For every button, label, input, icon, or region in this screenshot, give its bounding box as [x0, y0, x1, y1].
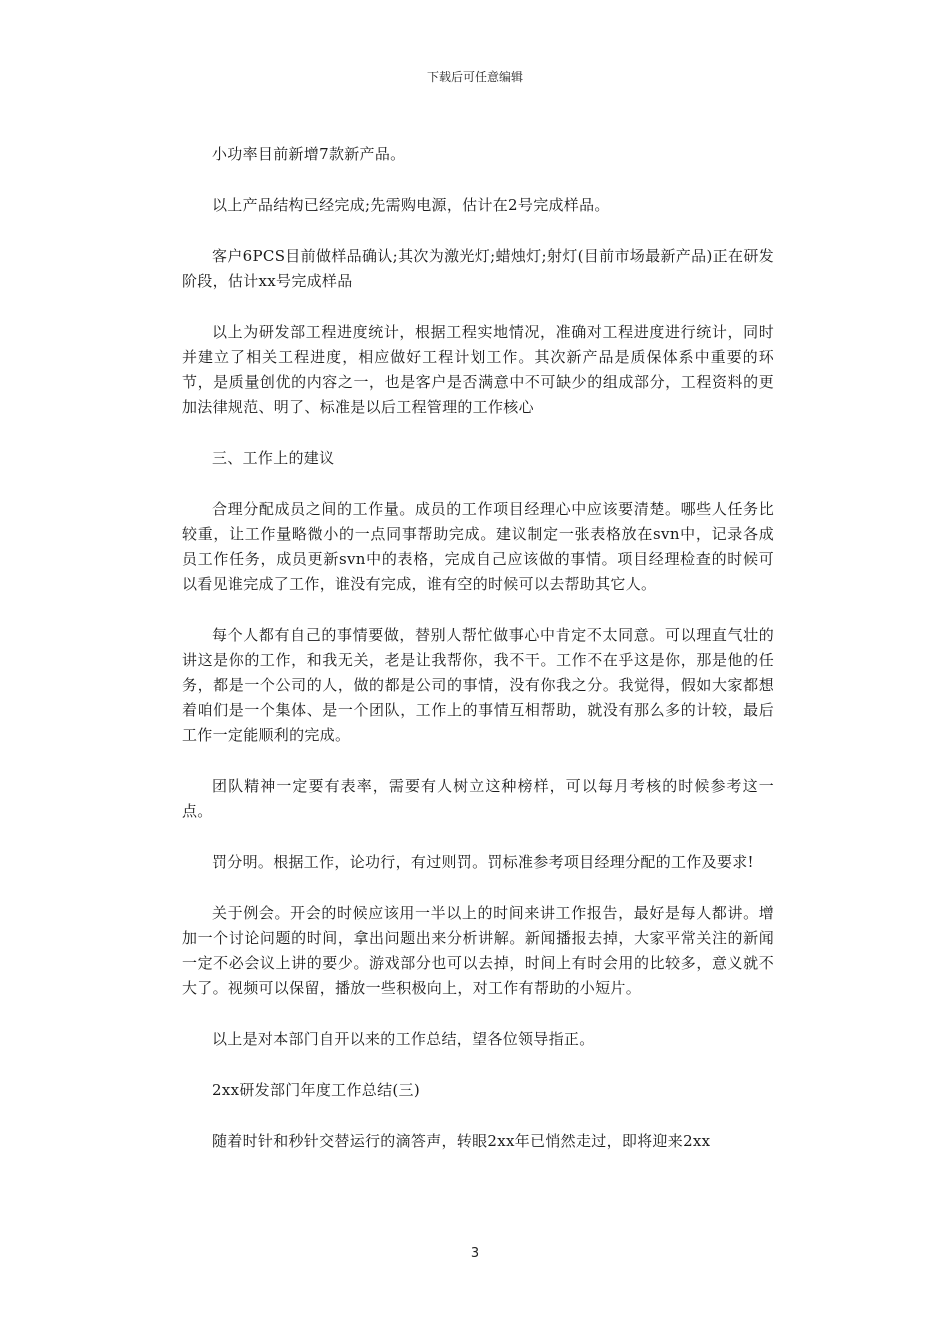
document-subtitle: 2xx研发部门年度工作总结(三)	[212, 1081, 420, 1099]
page-header: 下载后可任意编辑	[426, 70, 523, 84]
document-body	[182, 142, 774, 1180]
paragraph: 以上是对本部门自开以来的工作总结，望各位领导指正。	[212, 1030, 595, 1048]
paragraph: 客户6PCS目前做样品确认;其次为激光灯;蜡烛灯;射灯(目前市场最新产品)正在研发阶段，估计xx号完成样品	[182, 247, 774, 290]
paragraph: 关于例会。开会的时候应该用一半以上的时间来讲工作报告，最好是每人都讲。增加一个讨论问题的时间，拿出问题出来分析讲解。新闻播报去掉，大家平常关注的新闻一定不必会议上讲的要少。游戏部分也可以去掉，时间上有时会用的比较多，意义就不大了。视频可以保留，播放一些积极向上，对工作有帮助的小短片。	[182, 904, 774, 997]
paragraph: 罚分明。根据工作，论功行，有过则罚。罚标准参考项目经理分配的工作及要求!	[212, 853, 754, 871]
paragraph: 小功率目前新增7款新产品。	[212, 145, 406, 163]
paragraph: 以上产品结构已经完成;先需购电源，估计在2号完成样品。	[212, 196, 610, 214]
paragraph: 每个人都有自己的事情要做，替别人帮忙做事心中肯定不太同意。可以理直气壮的讲这是你的工作，和我无关，老是让我帮你，我不干。工作不在乎这是你，那是他的任务，都是一个公司的人，做的都是公司的事情，没有你我之分。我觉得，假如大家都想着咱们是一个集体、是一个团队，工作上的事情互相帮助，就没有那么多的计较，最后工作一定能顺利的完成。	[182, 626, 774, 744]
page-number: 3	[470, 1246, 480, 1261]
paragraph: 合理分配成员之间的工作量。成员的工作项目经理心中应该要清楚。哪些人任务比较重，让工作量略微小的一点同事帮助完成。建议制定一张表格放在svn中，记录各成员工作任务，成员更新svn中的表格，完成自己应该做的事情。项目经理检查的时候可以看见谁完成了工作，谁没有完成，谁有空的时候可以去帮助其它人。	[182, 500, 774, 593]
section-heading: 三、工作上的建议	[212, 449, 335, 467]
paragraph: 团队精神一定要有表率，需要有人树立这种榜样，可以每月考核的时候参考这一点。	[182, 777, 774, 820]
paragraph: 随着时针和秒针交替运行的滴答声，转眼2xx年已悄然走过，即将迎来2xx	[212, 1132, 711, 1150]
paragraph: 以上为研发部工程进度统计，根据工程实地情况，准确对工程进度进行统计，同时并建立了相关工程进度，相应做好工程计划工作。其次新产品是质保体系中重要的环节，是质量创优的内容之一，也是客户是否满意中不可缺少的组成部分，工程资料的更加法律规范、明了、标准是以后工程管理的工作核心	[182, 323, 774, 416]
